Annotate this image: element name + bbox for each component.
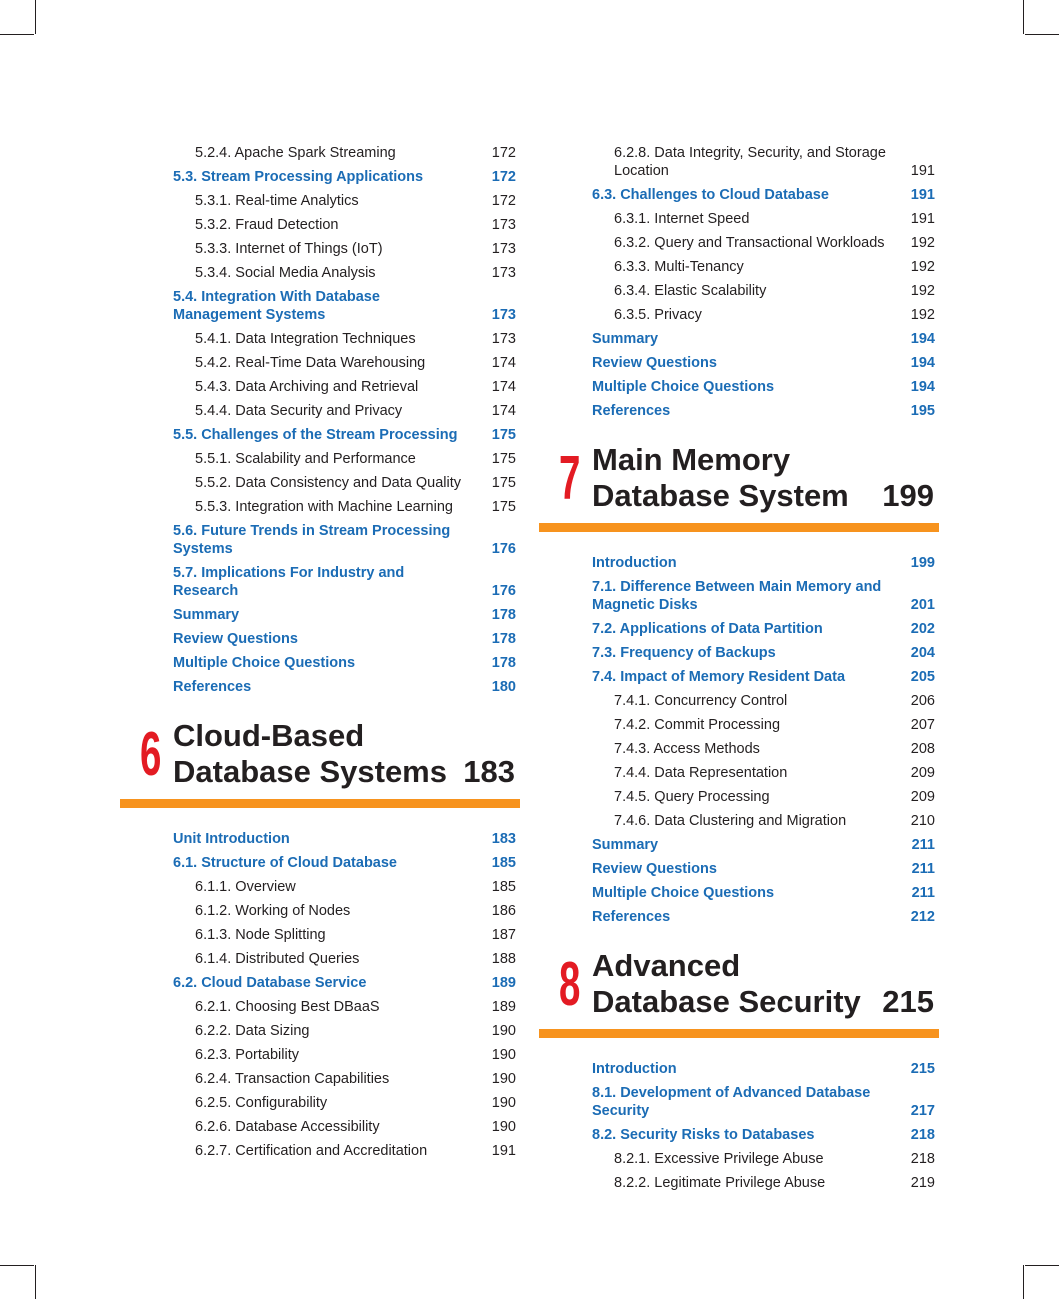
crop-mark [35,0,36,34]
toc-subsection-entry[interactable] [539,1174,939,1192]
entry-title: 6.3.5. Privacy [614,307,702,323]
entry-page-number: 218 [910,1127,935,1143]
entry-title: 6.3.4. Elastic Scalability [614,283,767,299]
entry-title: 6.1.4. Distributed Queries [195,951,360,967]
entry-title: 6.2.6. Database Accessibility [195,1119,380,1135]
toc-subsection-entry[interactable] [539,764,939,782]
entry-page-number: 173 [491,241,516,257]
entry-page-number: 174 [491,379,516,395]
entry-page-number: 192 [910,307,935,323]
entry-page-number: 175 [491,427,516,443]
entry-page-number: 204 [910,645,935,661]
entry-title: 5.6. Future Trends in Stream Processing Systems [173,523,451,557]
entry-page-number: 173 [491,217,516,233]
toc-subsection-entry[interactable] [120,498,520,516]
toc-section-entry[interactable] [539,1084,939,1120]
crop-mark [0,34,34,35]
entry-page-number: 188 [491,951,516,967]
toc-subsection-entry[interactable] [539,812,939,830]
entry-page-number: 209 [910,789,935,805]
entry-title: References [592,403,671,419]
toc-subsection-entry[interactable] [120,902,520,920]
toc-section-entry[interactable] [120,654,520,672]
entry-page-number: 191 [491,1143,516,1159]
toc-subsection-entry[interactable] [120,216,520,234]
entry-page-number: 190 [491,1119,516,1135]
entry-page-number: 212 [910,909,935,925]
entry-title: 5.3.2. Fraud Detection [195,217,339,233]
toc-subsection-entry[interactable] [120,926,520,944]
entry-title: 8.2.1. Excessive Privilege Abuse [614,1151,824,1167]
toc-subsection-entry[interactable] [539,1150,939,1168]
toc-section-entry[interactable] [539,860,939,878]
entry-title: 6.1.2. Working of Nodes [195,903,351,919]
chapter-rule [120,799,520,808]
entry-title: 6.2.7. Certification and Accreditation [195,1143,428,1159]
entry-page-number: 207 [910,717,935,733]
entry-page-number: 215 [910,1061,935,1077]
entry-page-number: 178 [491,631,516,647]
toc-section-entry[interactable] [539,620,939,638]
entry-page-number: 190 [491,1071,516,1087]
toc-subsection-entry[interactable] [120,1142,520,1160]
entry-page-number: 185 [491,855,516,871]
entry-title: 6.3.1. Internet Speed [614,211,750,227]
toc-section-entry[interactable] [539,884,939,902]
entry-page-number: 178 [491,607,516,623]
entry-page-number: 194 [910,379,935,395]
entry-title: Review Questions [592,355,717,371]
toc-section-entry[interactable] [539,402,939,420]
entry-title: Multiple Choice Questions [592,379,775,395]
entry-title: Introduction [592,1061,677,1077]
entry-title: 5.5. Challenges of the Stream Processing [173,427,458,443]
entry-title: Review Questions [592,861,717,877]
chapter-heading-6 [120,718,520,798]
entry-title: 8.2. Security Risks to Databases [592,1127,815,1143]
crop-mark [1025,34,1059,35]
chapter-number: 8 [559,950,581,1019]
toc-section-entry[interactable] [120,678,520,696]
chapter-spacer [539,1042,939,1060]
entry-page-number: 211 [911,885,935,901]
entry-title: 8.1. Development of Advanced Database Security [592,1085,871,1119]
entry-title: 5.5.2. Data Consistency and Data Quality [195,475,461,491]
chapter-title: Advanced Database Security [592,948,861,1019]
toc-section-entry[interactable] [120,854,520,872]
entry-title: 5.4.3. Data Archiving and Retrieval [195,379,419,395]
entry-page-number: 211 [911,837,935,853]
toc-subsection-entry[interactable] [539,716,939,734]
entry-title: 7.2. Applications of Data Partition [592,621,823,637]
entry-title: 5.5.3. Integration with Machine Learning [195,499,453,515]
toc-section-entry[interactable] [539,554,939,572]
entry-page-number: 211 [911,861,935,877]
toc-subsection-entry[interactable] [539,692,939,710]
entry-page-number: 209 [910,765,935,781]
toc-subsection-entry[interactable] [120,192,520,210]
chapter-page: 199 [882,478,934,513]
entry-title: 6.2.3. Portability [195,1047,299,1063]
entry-page-number: 191 [910,187,935,203]
entry-title: 7.4.6. Data Clustering and Migration [614,813,847,829]
entry-page-number: 194 [910,355,935,371]
toc-subsection-entry[interactable] [539,282,939,300]
toc-section-entry[interactable] [120,974,520,992]
entry-title: 6.3. Challenges to Cloud Database [592,187,829,203]
crop-mark [1023,0,1024,34]
entry-page-number: 190 [491,1095,516,1111]
entry-page-number: 172 [491,145,516,161]
chapter-number: 7 [559,444,581,513]
entry-title: 5.3. Stream Processing Applications [173,169,424,185]
entry-title: 6.2.4. Transaction Capabilities [195,1071,390,1087]
entry-page-number: 192 [910,259,935,275]
entry-title: 7.4. Impact of Memory Resident Data [592,669,846,685]
entry-title: 5.4.1. Data Integration Techniques [195,331,416,347]
entry-title: 7.4.3. Access Methods [614,741,760,757]
entry-title: 5.2.4. Apache Spark Streaming [195,145,396,161]
entry-title: Review Questions [173,631,298,647]
entry-page-number: 208 [910,741,935,757]
toc-section-entry[interactable] [539,836,939,854]
entry-page-number: 192 [910,283,935,299]
entry-title: Introduction [592,555,677,571]
entry-page-number: 175 [491,499,516,515]
toc-subsection-entry[interactable] [539,144,939,180]
entry-page-number: 206 [910,693,935,709]
entry-page-number: 173 [491,307,516,323]
entry-page-number: 176 [491,583,516,599]
entry-title: 6.3.3. Multi-Tenancy [614,259,744,275]
toc-section-entry[interactable] [539,378,939,396]
entry-page-number: 217 [910,1103,935,1119]
entry-page-number: 191 [910,163,935,179]
entry-title: References [173,679,252,695]
chapter-page: 215 [882,984,934,1019]
entry-page-number: 190 [491,1023,516,1039]
entry-title: 5.4. Integration With Database Management Systems [173,289,380,323]
chapter-rule [539,1029,939,1038]
entry-title: 7.4.1. Concurrency Control [614,693,788,709]
entry-page-number: 202 [910,621,935,637]
toc-subsection-entry[interactable] [120,1118,520,1136]
toc-section-entry[interactable] [539,354,939,372]
toc-section-entry[interactable] [539,186,939,204]
toc-subsection-entry[interactable] [539,258,939,276]
toc-subsection-entry[interactable] [120,1046,520,1064]
chapter-heading-7 [539,442,939,522]
toc-section-entry[interactable] [120,630,520,648]
entry-title: 6.2. Cloud Database Service [173,975,367,991]
entry-page-number: 199 [910,555,935,571]
entry-page-number: 195 [910,403,935,419]
entry-page-number: 175 [491,451,516,467]
toc-subsection-entry[interactable] [120,950,520,968]
entry-title: 6.1.3. Node Splitting [195,927,326,943]
entry-page-number: 174 [491,355,516,371]
toc-subsection-entry[interactable] [120,330,520,348]
toc-section-entry[interactable] [539,908,939,926]
entry-title: Summary [592,331,659,347]
chapter-spacer [120,812,520,830]
toc-section-entry[interactable] [120,168,520,186]
entry-title: Summary [173,607,240,623]
toc-subsection-entry[interactable] [539,740,939,758]
entry-title: 7.1. Difference Between Main Memory and Magnetic Disks [592,579,882,613]
entry-title: 7.4.5. Query Processing [614,789,770,805]
entry-page-number: 192 [910,235,935,251]
entry-page-number: 172 [491,193,516,209]
entry-title: 6.3.2. Query and Transactional Workloads [614,235,885,251]
entry-page-number: 183 [491,831,516,847]
toc-subsection-entry[interactable] [120,402,520,420]
entry-page-number: 187 [491,927,516,943]
toc-section-entry[interactable] [539,1060,939,1078]
entry-title: 5.7. Implications For Industry and Research [173,565,405,599]
toc-left-column [120,144,520,1166]
chapter-rule [539,523,939,532]
chapter-page: 183 [463,754,515,789]
entry-page-number: 191 [910,211,935,227]
toc-section-entry[interactable] [120,564,520,600]
entry-title: 7.3. Frequency of Backups [592,645,776,661]
toc-subsection-entry[interactable] [120,1070,520,1088]
toc-section-entry[interactable] [120,426,520,444]
entry-page-number: 189 [491,999,516,1015]
chapter-heading-8 [539,948,939,1028]
toc-subsection-entry[interactable] [120,450,520,468]
toc-section-entry[interactable] [539,668,939,686]
toc-right-column [539,144,939,1198]
toc-subsection-entry[interactable] [120,264,520,282]
entry-page-number: 172 [491,169,516,185]
toc-subsection-entry[interactable] [120,354,520,372]
entry-title: 5.4.2. Real-Time Data Warehousing [195,355,426,371]
crop-mark [35,1265,36,1299]
toc-subsection-entry[interactable] [120,878,520,896]
entry-page-number: 176 [491,541,516,557]
entry-title: 6.1.1. Overview [195,879,296,895]
entry-page-number: 175 [491,475,516,491]
entry-page-number: 210 [910,813,935,829]
entry-title: 8.2.2. Legitimate Privilege Abuse [614,1175,826,1191]
toc-subsection-entry[interactable] [539,306,939,324]
entry-title: Multiple Choice Questions [592,885,775,901]
toc-subsection-entry[interactable] [120,1022,520,1040]
entry-title: 5.3.4. Social Media Analysis [195,265,376,281]
toc-subsection-entry[interactable] [539,210,939,228]
crop-mark [1023,1265,1024,1299]
entry-title: 6.2.5. Configurability [195,1095,328,1111]
toc-subsection-entry[interactable] [120,474,520,492]
entry-title: 6.2.1. Choosing Best DBaaS [195,999,380,1015]
toc-section-entry[interactable] [539,578,939,614]
entry-title: 5.3.1. Real-time Analytics [195,193,359,209]
chapter-number: 6 [140,720,162,789]
entry-title: 5.3.3. Internet of Things (IoT) [195,241,383,257]
crop-mark [1025,1265,1059,1266]
entry-title: 5.5.1. Scalability and Performance [195,451,416,467]
entry-page-number: 190 [491,1047,516,1063]
entry-page-number: 180 [491,679,516,695]
entry-page-number: 185 [491,879,516,895]
entry-page-number: 218 [910,1151,935,1167]
toc-section-entry[interactable] [120,288,520,324]
chapter-spacer [539,536,939,554]
toc-subsection-entry[interactable] [120,998,520,1016]
chapter-title: Cloud-Based Database Systems [173,718,447,789]
entry-page-number: 189 [491,975,516,991]
entry-title: 6.2.2. Data Sizing [195,1023,310,1039]
toc-section-entry[interactable] [120,522,520,558]
entry-page-number: 173 [491,265,516,281]
entry-page-number: 174 [491,403,516,419]
entry-title: 5.4.4. Data Security and Privacy [195,403,403,419]
entry-page-number: 205 [910,669,935,685]
toc-section-entry[interactable] [539,644,939,662]
entry-title: Summary [592,837,659,853]
entry-title: 7.4.2. Commit Processing [614,717,781,733]
toc-subsection-entry[interactable] [120,1094,520,1112]
toc-section-entry[interactable] [539,1126,939,1144]
toc-subsection-entry[interactable] [120,378,520,396]
entry-page-number: 178 [491,655,516,671]
toc-section-entry[interactable] [539,330,939,348]
toc-subsection-entry[interactable] [120,144,520,162]
toc-section-entry[interactable] [120,606,520,624]
entry-title: 7.4.4. Data Representation [614,765,788,781]
toc-subsection-entry[interactable] [539,234,939,252]
toc-subsection-entry[interactable] [539,788,939,806]
crop-mark [0,1265,34,1266]
toc-subsection-entry[interactable] [120,240,520,258]
entry-title: Unit Introduction [173,831,290,847]
entry-page-number: 194 [910,331,935,347]
entry-title: 6.2.8. Data Integrity, Security, and Storage Location [614,145,886,179]
entry-page-number: 186 [491,903,516,919]
entry-title: Multiple Choice Questions [173,655,356,671]
entry-title: References [592,909,671,925]
entry-page-number: 173 [491,331,516,347]
entry-page-number: 219 [910,1175,935,1191]
toc-section-entry[interactable] [120,830,520,848]
chapter-title: Main Memory Database System [592,442,849,513]
entry-title: 6.1. Structure of Cloud Database [173,855,397,871]
entry-page-number: 201 [910,597,935,613]
